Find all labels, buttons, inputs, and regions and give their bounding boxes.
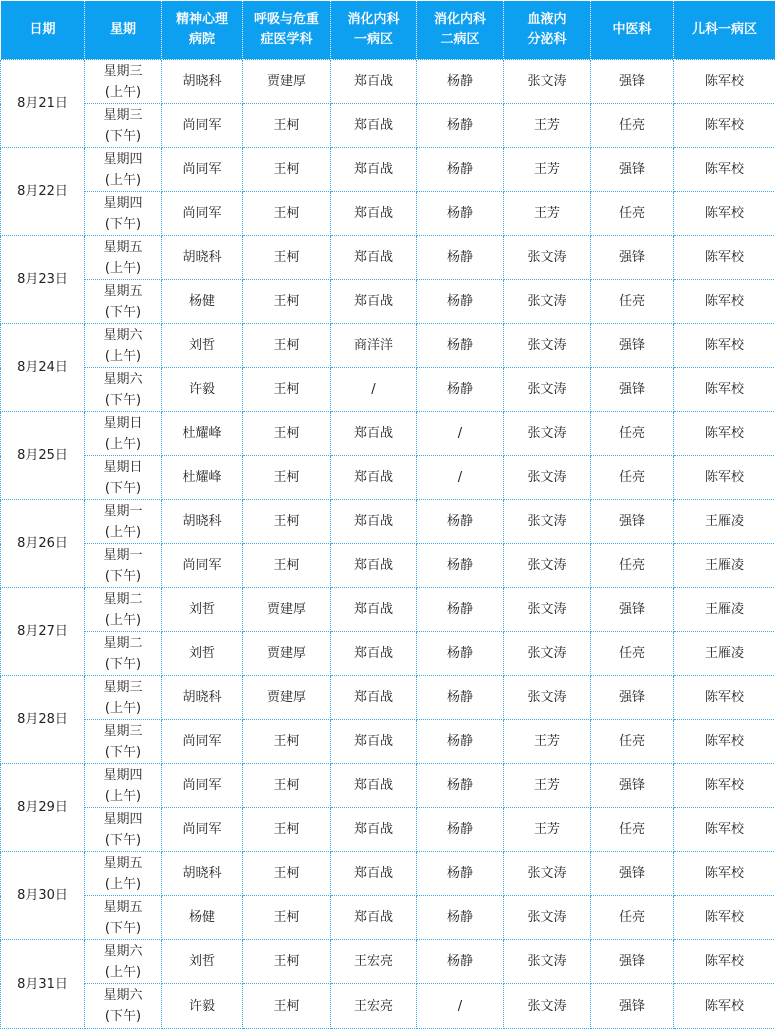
weekday-cell: 星期五 (上午)	[85, 852, 162, 896]
doctor-cell: 张文涛	[504, 60, 591, 104]
doctor-cell: 强锋	[591, 500, 674, 544]
date-cell: 8月22日	[1, 148, 85, 236]
doctor-cell: 郑百战	[331, 104, 417, 148]
doctor-cell: 强锋	[591, 588, 674, 632]
doctor-cell: 王芳	[504, 720, 591, 764]
doctor-cell: 强锋	[591, 764, 674, 808]
table-body	[1, 60, 775, 1029]
header-hematology-endocrine: 血液内 分泌科	[504, 1, 591, 60]
doctor-cell: 陈军校	[674, 852, 775, 896]
date-cell: 8月28日	[1, 676, 85, 764]
table-row	[1, 236, 775, 280]
doctor-cell: 强锋	[591, 940, 674, 984]
doctor-cell: 王柯	[243, 808, 331, 852]
doctor-cell: 任亮	[591, 720, 674, 764]
table-header	[1, 1, 775, 60]
table-row	[1, 632, 775, 676]
doctor-cell: 贾建厚	[243, 588, 331, 632]
doctor-cell: 杨静	[417, 104, 504, 148]
doctor-cell: 陈军校	[674, 940, 775, 984]
doctor-cell: 陈军校	[674, 896, 775, 940]
doctor-cell: 杨静	[417, 544, 504, 588]
doctor-cell: 王芳	[504, 764, 591, 808]
doctor-cell: 郑百战	[331, 456, 417, 500]
doctor-cell: 刘哲	[162, 940, 243, 984]
doctor-cell: 张文涛	[504, 896, 591, 940]
doctor-cell: 陈军校	[674, 676, 775, 720]
doctor-cell: 许毅	[162, 368, 243, 412]
doctor-cell: 郑百战	[331, 500, 417, 544]
table-row	[1, 104, 775, 148]
doctor-cell: 王宏亮	[331, 984, 417, 1029]
table-row	[1, 456, 775, 500]
doctor-cell: 杨静	[417, 764, 504, 808]
doctor-cell: 强锋	[591, 324, 674, 368]
doctor-cell: 王柯	[243, 500, 331, 544]
doctor-cell: 强锋	[591, 852, 674, 896]
doctor-cell: 张文涛	[504, 852, 591, 896]
doctor-cell: 王柯	[243, 764, 331, 808]
weekday-cell: 星期五 (上午)	[85, 236, 162, 280]
doctor-cell: 任亮	[591, 808, 674, 852]
doctor-cell: 张文涛	[504, 676, 591, 720]
weekday-cell: 星期四 (下午)	[85, 192, 162, 236]
header-tcm: 中医科	[591, 1, 674, 60]
date-cell: 8月31日	[1, 940, 85, 1029]
header-weekday: 星期	[85, 1, 162, 60]
doctor-cell: 尚同军	[162, 544, 243, 588]
doctor-cell: 强锋	[591, 368, 674, 412]
doctor-cell: 任亮	[591, 456, 674, 500]
doctor-cell: 杨静	[417, 676, 504, 720]
header-pediatrics-ward-1: 儿科一病区	[674, 1, 775, 60]
doctor-cell: 张文涛	[504, 456, 591, 500]
doctor-cell: 王雁凌	[674, 500, 775, 544]
doctor-cell: 张文涛	[504, 412, 591, 456]
doctor-cell: 张文涛	[504, 984, 591, 1029]
table-row	[1, 368, 775, 412]
doctor-cell: 贾建厚	[243, 676, 331, 720]
weekday-cell: 星期日 (下午)	[85, 456, 162, 500]
header-date: 日期	[1, 1, 85, 60]
table-row	[1, 808, 775, 852]
table-row	[1, 940, 775, 984]
doctor-cell: 杨静	[417, 852, 504, 896]
doctor-cell: 王柯	[243, 456, 331, 500]
doctor-cell: 王雁凌	[674, 544, 775, 588]
doctor-cell: 张文涛	[504, 940, 591, 984]
doctor-cell: 贾建厚	[243, 60, 331, 104]
doctor-cell: 王柯	[243, 852, 331, 896]
doctor-cell: 尚同军	[162, 104, 243, 148]
weekday-cell: 星期六 (上午)	[85, 324, 162, 368]
weekday-cell: 星期六 (下午)	[85, 984, 162, 1029]
doctor-cell: 杨静	[417, 588, 504, 632]
doctor-cell: 杨静	[417, 148, 504, 192]
doctor-cell: 杨静	[417, 632, 504, 676]
doctor-cell: 王柯	[243, 412, 331, 456]
table-row	[1, 412, 775, 456]
doctor-cell: 胡晓科	[162, 676, 243, 720]
table-row	[1, 544, 775, 588]
date-cell: 8月24日	[1, 324, 85, 412]
table-row	[1, 896, 775, 940]
doctor-cell: 陈军校	[674, 236, 775, 280]
doctor-cell: 张文涛	[504, 324, 591, 368]
doctor-cell: 王芳	[504, 808, 591, 852]
doctor-cell: 任亮	[591, 104, 674, 148]
date-cell: 8月25日	[1, 412, 85, 500]
doctor-cell: 张文涛	[504, 544, 591, 588]
doctor-cell: 郑百战	[331, 192, 417, 236]
weekday-cell: 星期一 (下午)	[85, 544, 162, 588]
doctor-cell: 陈军校	[674, 412, 775, 456]
doctor-cell: 陈军校	[674, 148, 775, 192]
doctor-cell: 陈军校	[674, 720, 775, 764]
weekday-cell: 星期二 (上午)	[85, 588, 162, 632]
header-respiratory: 呼吸与危重 症医学科	[243, 1, 331, 60]
doctor-cell: 尚同军	[162, 764, 243, 808]
doctor-cell: 任亮	[591, 896, 674, 940]
doctor-cell: 任亮	[591, 280, 674, 324]
date-cell: 8月29日	[1, 764, 85, 852]
doctor-cell: 张文涛	[504, 500, 591, 544]
doctor-cell: 王柯	[243, 984, 331, 1029]
doctor-cell: 王柯	[243, 720, 331, 764]
table-row	[1, 280, 775, 324]
doctor-cell: 郑百战	[331, 764, 417, 808]
doctor-cell: 杨静	[417, 368, 504, 412]
doctor-cell: 强锋	[591, 60, 674, 104]
doctor-cell: 张文涛	[504, 588, 591, 632]
weekday-cell: 星期三 (下午)	[85, 720, 162, 764]
date-cell: 8月26日	[1, 500, 85, 588]
doctor-cell: 许毅	[162, 984, 243, 1029]
doctor-cell: 尚同军	[162, 148, 243, 192]
doctor-cell: 陈军校	[674, 280, 775, 324]
doctor-cell: 王柯	[243, 192, 331, 236]
doctor-cell: 杨健	[162, 280, 243, 324]
doctor-cell: 陈军校	[674, 764, 775, 808]
doctor-cell: 杨静	[417, 500, 504, 544]
header-gastro-ward-2: 消化内科 二病区	[417, 1, 504, 60]
doctor-cell: 王芳	[504, 148, 591, 192]
doctor-cell: 张文涛	[504, 632, 591, 676]
doctor-cell: 王芳	[504, 192, 591, 236]
doctor-cell: 杜耀峰	[162, 412, 243, 456]
header-row	[1, 1, 775, 60]
doctor-cell: 胡晓科	[162, 852, 243, 896]
doctor-cell: 郑百战	[331, 852, 417, 896]
doctor-cell: 王柯	[243, 236, 331, 280]
table-row	[1, 60, 775, 104]
doctor-cell: 王柯	[243, 544, 331, 588]
doctor-cell: 杨静	[417, 236, 504, 280]
table-row	[1, 764, 775, 808]
date-cell: 8月23日	[1, 236, 85, 324]
doctor-cell: 王芳	[504, 104, 591, 148]
doctor-cell: 商洋洋	[331, 324, 417, 368]
doctor-cell: 陈军校	[674, 324, 775, 368]
weekday-cell: 星期三 (上午)	[85, 676, 162, 720]
weekday-cell: 星期六 (上午)	[85, 940, 162, 984]
weekday-cell: 星期三 (下午)	[85, 104, 162, 148]
doctor-cell: 胡晓科	[162, 236, 243, 280]
table-row	[1, 148, 775, 192]
weekday-cell: 星期六 (下午)	[85, 368, 162, 412]
doctor-cell: 郑百战	[331, 60, 417, 104]
doctor-cell: 王宏亮	[331, 940, 417, 984]
doctor-cell: 强锋	[591, 676, 674, 720]
doctor-cell: 尚同军	[162, 720, 243, 764]
weekday-cell: 星期一 (上午)	[85, 500, 162, 544]
doctor-cell: 杨健	[162, 896, 243, 940]
doctor-cell: 陈军校	[674, 192, 775, 236]
weekday-cell: 星期二 (下午)	[85, 632, 162, 676]
doctor-cell: 郑百战	[331, 896, 417, 940]
doctor-cell: /	[417, 412, 504, 456]
table-row	[1, 588, 775, 632]
doctor-cell: 王雁凌	[674, 588, 775, 632]
doctor-cell: 杜耀峰	[162, 456, 243, 500]
doctor-cell: 张文涛	[504, 280, 591, 324]
weekday-cell: 星期日 (上午)	[85, 412, 162, 456]
doctor-cell: 张文涛	[504, 236, 591, 280]
header-gastro-ward-1: 消化内科 一病区	[331, 1, 417, 60]
table-row	[1, 500, 775, 544]
weekday-cell: 星期四 (下午)	[85, 808, 162, 852]
doctor-cell: 任亮	[591, 632, 674, 676]
doctor-cell: 王雁凌	[674, 632, 775, 676]
doctor-cell: /	[417, 984, 504, 1029]
date-cell: 8月30日	[1, 852, 85, 940]
doctor-cell: 杨静	[417, 940, 504, 984]
doctor-cell: 贾建厚	[243, 632, 331, 676]
doctor-cell: 郑百战	[331, 280, 417, 324]
doctor-cell: 刘哲	[162, 588, 243, 632]
date-cell: 8月27日	[1, 588, 85, 676]
doctor-cell: 陈军校	[674, 984, 775, 1029]
doctor-cell: 郑百战	[331, 808, 417, 852]
table-row	[1, 852, 775, 896]
doctor-cell: 陈军校	[674, 104, 775, 148]
doctor-cell: 强锋	[591, 148, 674, 192]
weekday-cell: 星期五 (下午)	[85, 280, 162, 324]
doctor-cell: 郑百战	[331, 412, 417, 456]
doctor-cell: 尚同军	[162, 808, 243, 852]
doctor-cell: 胡晓科	[162, 60, 243, 104]
doctor-cell: 陈军校	[674, 456, 775, 500]
doctor-cell: 王柯	[243, 280, 331, 324]
doctor-cell: 郑百战	[331, 148, 417, 192]
doctor-cell: 王柯	[243, 148, 331, 192]
doctor-cell: /	[331, 368, 417, 412]
doctor-cell: 杨静	[417, 720, 504, 764]
doctor-cell: 王柯	[243, 324, 331, 368]
doctor-cell: 任亮	[591, 192, 674, 236]
doctor-cell: 任亮	[591, 412, 674, 456]
doctor-cell: 陈军校	[674, 60, 775, 104]
doctor-cell: 王柯	[243, 368, 331, 412]
doctor-cell: 杨静	[417, 60, 504, 104]
doctor-cell: 郑百战	[331, 236, 417, 280]
doctor-cell: 郑百战	[331, 544, 417, 588]
table-row	[1, 720, 775, 764]
header-psychiatry: 精神心理 病院	[162, 1, 243, 60]
doctor-cell: 郑百战	[331, 676, 417, 720]
doctor-cell: 尚同军	[162, 192, 243, 236]
table-row	[1, 676, 775, 720]
doctor-cell: 杨静	[417, 324, 504, 368]
doctor-cell: 杨静	[417, 808, 504, 852]
doctor-cell: 郑百战	[331, 632, 417, 676]
doctor-cell: 任亮	[591, 544, 674, 588]
doctor-cell: 陈军校	[674, 808, 775, 852]
date-cell: 8月21日	[1, 60, 85, 148]
doctor-cell: 王柯	[243, 104, 331, 148]
weekday-cell: 星期五 (下午)	[85, 896, 162, 940]
doctor-cell: 刘哲	[162, 324, 243, 368]
doctor-cell: 强锋	[591, 236, 674, 280]
table-row	[1, 192, 775, 236]
doctor-cell: 郑百战	[331, 720, 417, 764]
doctor-cell: /	[417, 456, 504, 500]
doctor-cell: 杨静	[417, 280, 504, 324]
doctor-cell: 杨静	[417, 192, 504, 236]
table-row	[1, 324, 775, 368]
doctor-cell: 王柯	[243, 896, 331, 940]
doctor-cell: 胡晓科	[162, 500, 243, 544]
doctor-cell: 刘哲	[162, 632, 243, 676]
weekday-cell: 星期四 (上午)	[85, 148, 162, 192]
doctor-cell: 强锋	[591, 984, 674, 1029]
doctor-cell: 杨静	[417, 896, 504, 940]
doctor-cell: 陈军校	[674, 368, 775, 412]
weekday-cell: 星期三 (上午)	[85, 60, 162, 104]
doctor-cell: 王柯	[243, 940, 331, 984]
doctor-cell: 张文涛	[504, 368, 591, 412]
doctor-cell: 郑百战	[331, 588, 417, 632]
weekday-cell: 星期四 (上午)	[85, 764, 162, 808]
